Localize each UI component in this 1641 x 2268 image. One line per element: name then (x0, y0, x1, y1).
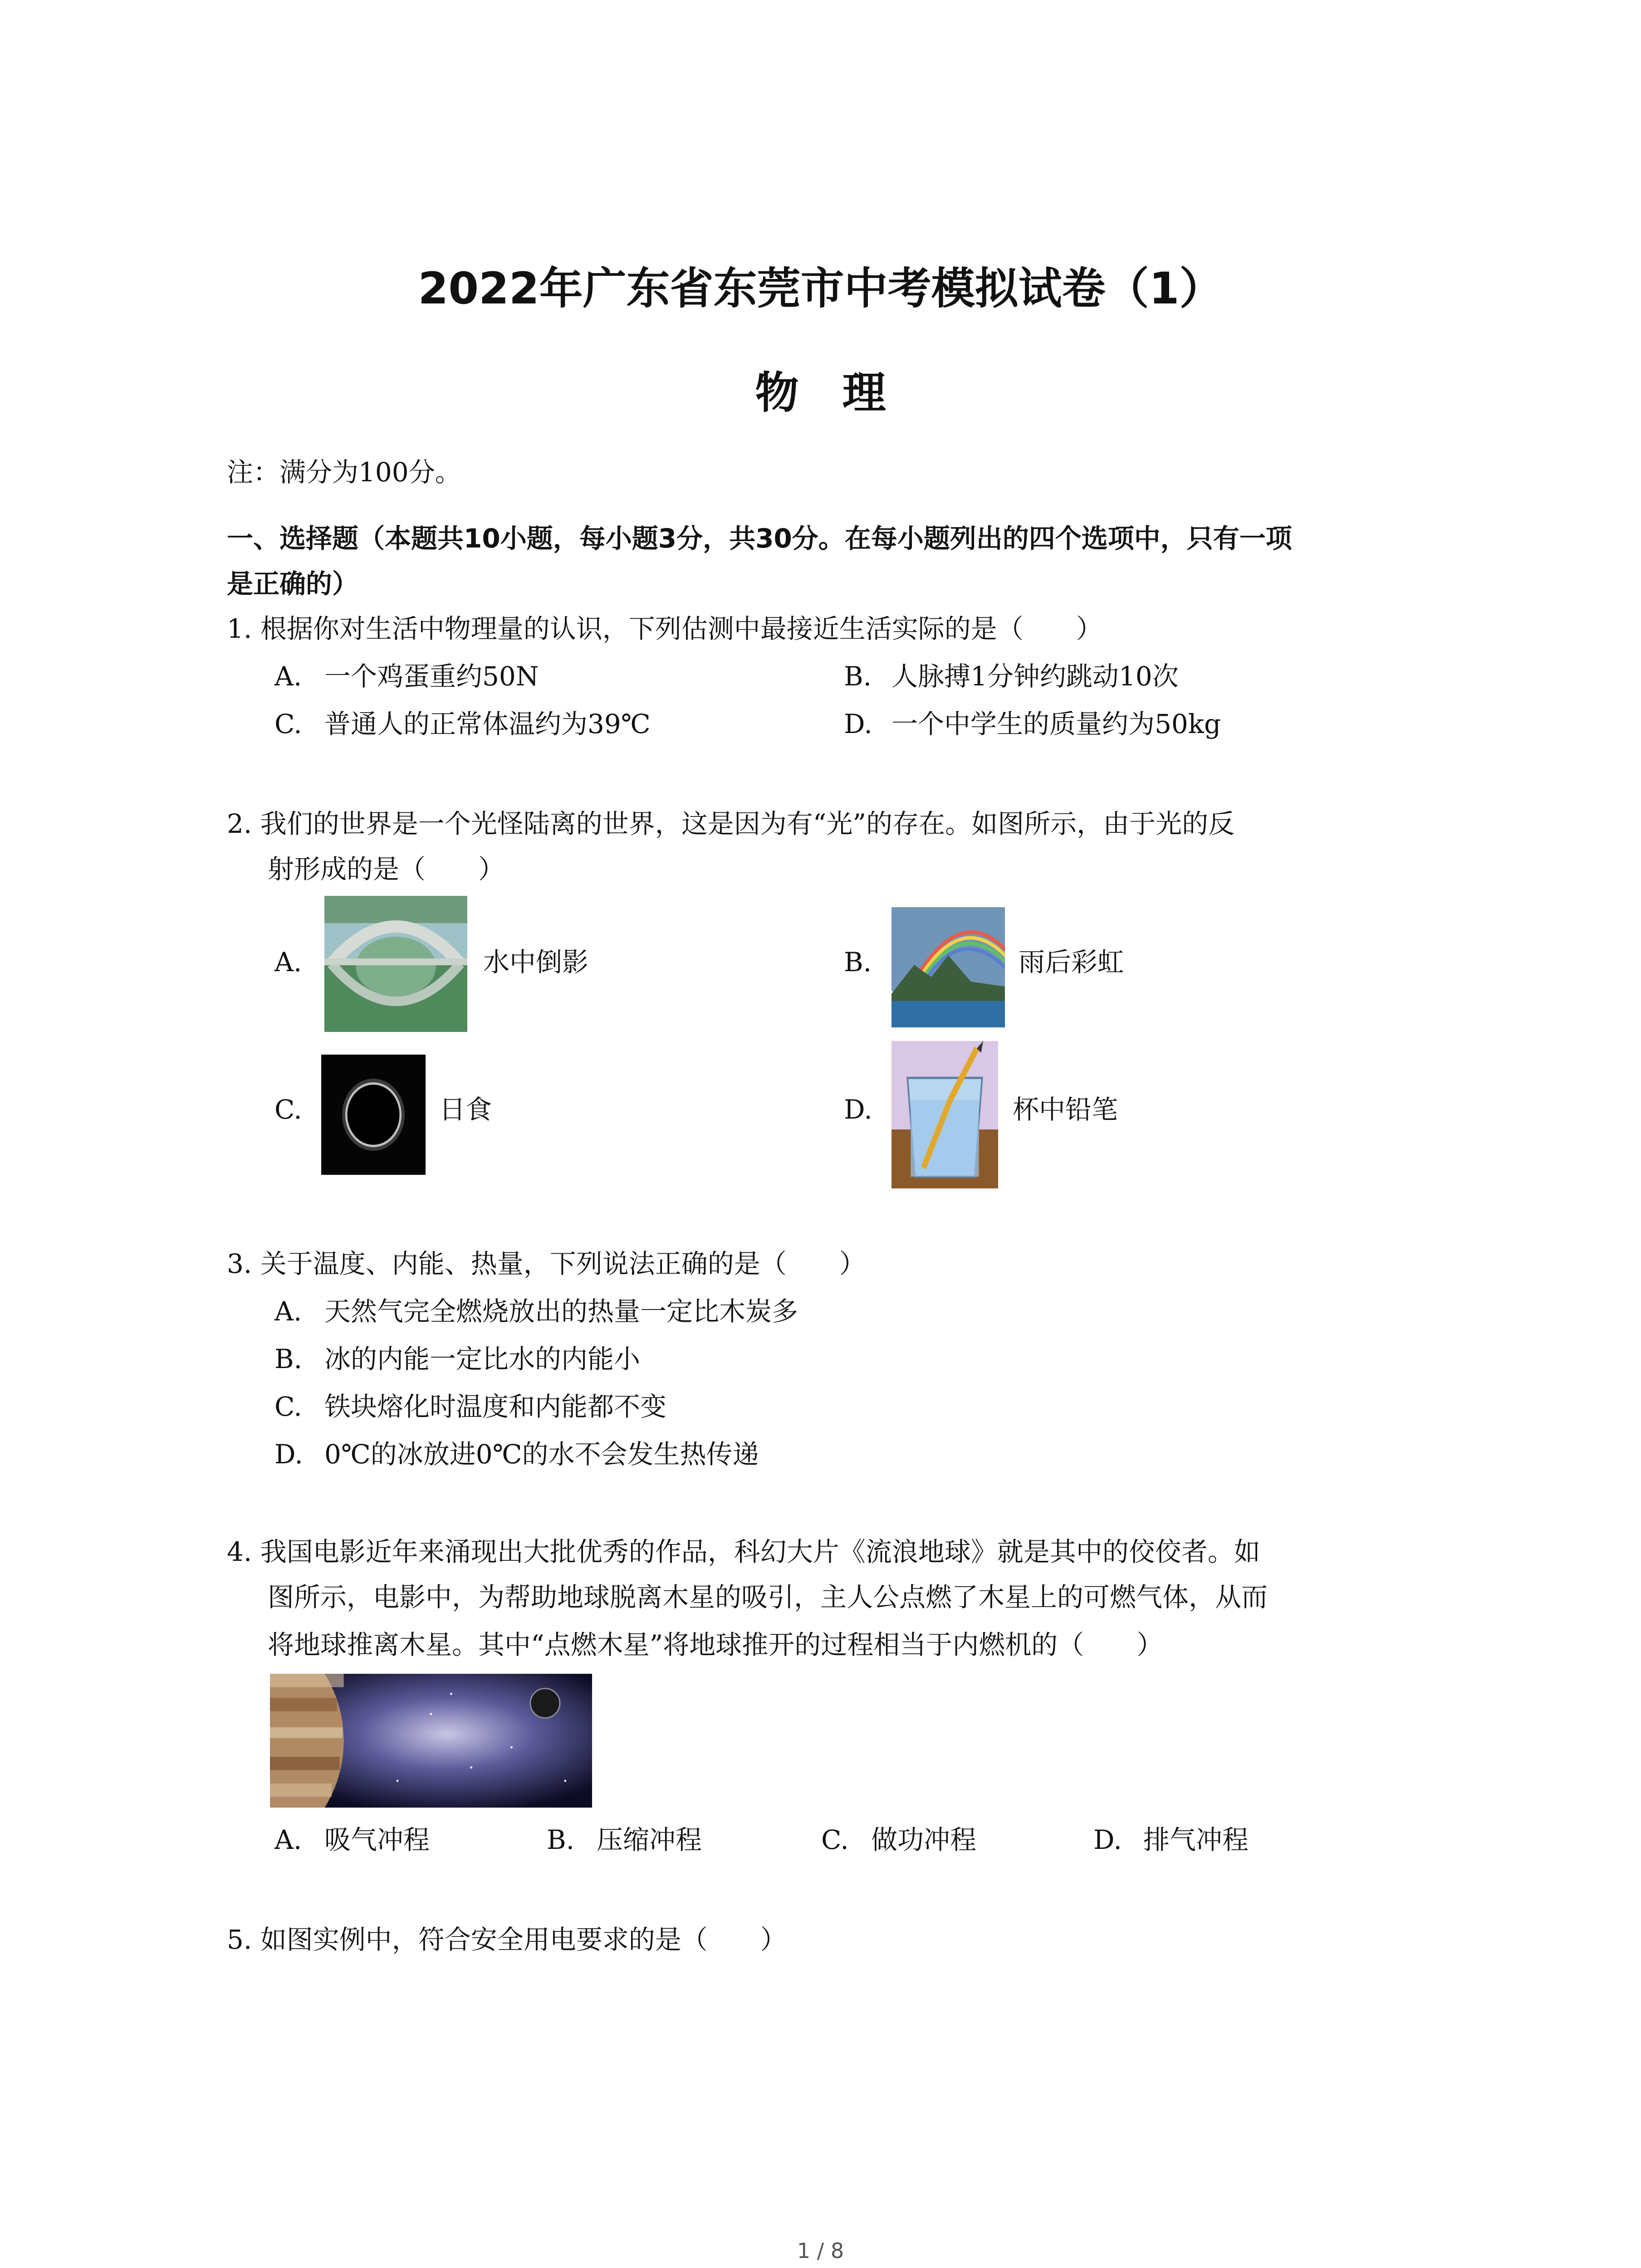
q2-option-c-letter: C. (274, 1094, 302, 1125)
q4-option-b-letter: B. (547, 1824, 575, 1855)
subject-title: 物 理 (755, 367, 886, 418)
q4-option-c-text: 做功冲程 (871, 1824, 977, 1855)
q4-stem-line2: 图所示，电影中，为帮助地球脱离木星的吸引，主人公点燃了木星上的可燃气体，从而 (268, 1582, 1268, 1613)
q2-option-b-text: 雨后彩虹 (1019, 947, 1124, 978)
pencil-in-glass-image (892, 1041, 998, 1188)
q3-option-d-letter: D. (274, 1439, 303, 1470)
q1-option-d-letter: D. (844, 709, 872, 739)
q4-option-a-letter: A. (274, 1824, 302, 1855)
q4-option-b-text: 压缩冲程 (597, 1824, 702, 1855)
solar-eclipse-image (321, 1055, 426, 1175)
q3-option-d-text: 0℃的冰放进0℃的水不会发生热传递 (324, 1439, 759, 1470)
q1-option-c-text: 普通人的正常体温约为39℃ (324, 709, 651, 739)
q5-stem: 5. 如图实例中，符合安全用电要求的是（ ） (227, 1924, 787, 1955)
q2-option-b-letter: B. (844, 947, 872, 978)
q2-stem-line1: 2. 我们的世界是一个光怪陆离的世界，这是因为有“光”的存在。如图所示，由于光的反 (227, 808, 1235, 839)
section-heading-line1: 一、选择题（本题共10小题，每小题3分，共30分。在每小题列出的四个选项中，只有一项 (227, 523, 1292, 554)
score-note: 注：满分为100分。 (227, 457, 461, 488)
exam-title: 2022年广东省东莞市中考模拟试卷（1） (418, 263, 1223, 314)
q4-option-d-text: 排气冲程 (1143, 1824, 1249, 1855)
q3-option-c-text: 铁块熔化时温度和内能都不变 (324, 1391, 667, 1422)
q2-stem-line2: 射形成的是（ ） (268, 854, 505, 885)
page-number: 1 / 8 (797, 2239, 844, 2263)
q2-option-a-letter: A. (274, 947, 302, 978)
q3-option-b-text: 冰的内能一定比水的内能小 (324, 1344, 641, 1374)
q4-option-a-text: 吸气冲程 (324, 1824, 430, 1855)
q3-option-c-letter: C. (274, 1391, 302, 1422)
q1-option-a-text: 一个鸡蛋重约50N (324, 661, 539, 692)
section-heading-line2: 是正确的） (227, 568, 359, 599)
q4-option-d-letter: D. (1093, 1824, 1122, 1855)
q1-option-b-letter: B. (844, 661, 872, 692)
q1-option-b-text: 人脉搏1分钟约跳动10次 (892, 661, 1179, 692)
q4-stem-line3: 将地球推离木星。其中“点燃木星”将地球推开的过程相当于内燃机的（ ） (268, 1629, 1163, 1660)
q1-option-c-letter: C. (274, 709, 302, 739)
q2-option-d-letter: D. (844, 1094, 872, 1125)
q4-stem-line1: 4. 我国电影近年来涌现出大批优秀的作品，科幻大片《流浪地球》就是其中的佼佼者。如 (227, 1536, 1260, 1567)
rainbow-image (892, 907, 1005, 1027)
jupiter-earth-image (270, 1674, 592, 1808)
q3-option-a-text: 天然气完全燃烧放出的热量一定比木炭多 (324, 1296, 798, 1327)
q2-option-a-text: 水中倒影 (483, 947, 589, 978)
q3-option-a-letter: A. (274, 1296, 302, 1327)
q2-option-d-text: 杯中铅笔 (1013, 1094, 1118, 1125)
q1-stem: 1. 根据你对生活中物理量的认识，下列估测中最接近生活实际的是（ ） (227, 613, 1102, 644)
q1-option-a-letter: A. (274, 661, 302, 692)
q3-stem: 3. 关于温度、内能、热量，下列说法正确的是（ ） (227, 1248, 866, 1279)
q2-option-c-text: 日食 (439, 1094, 492, 1125)
q4-option-c-letter: C. (821, 1824, 849, 1855)
bridge-reflection-image (324, 896, 467, 1032)
q1-option-d-text: 一个中学生的质量约为50kg (892, 709, 1221, 739)
q3-option-b-letter: B. (274, 1344, 303, 1374)
